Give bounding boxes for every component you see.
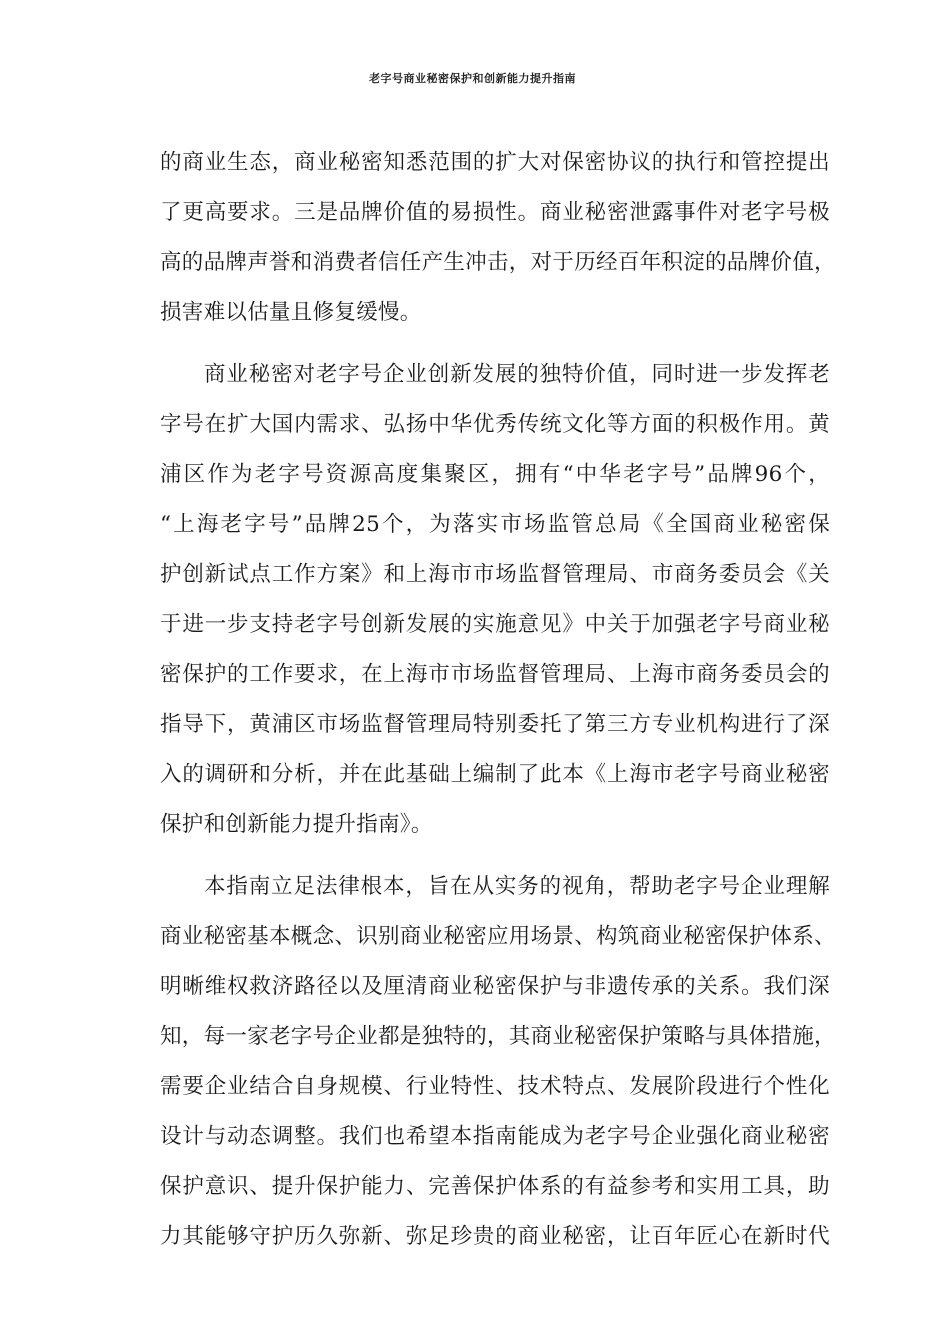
text-line: 入的调研和分析，并在此基础上编制了此本《上海市老字号商业秘密: [160, 762, 830, 787]
paragraph-gap: [160, 850, 830, 862]
text-line: 浦区作为老字号资源高度集聚区，拥有“中华老字号”品牌96个，: [160, 462, 830, 487]
text-line: 高的品牌声誉和消费者信任产生冲击，对于历经百年积淀的品牌价值，: [160, 250, 836, 275]
text-line: 力其能够守护历久弥新、弥足珍贵的商业秘密，让百年匠心在新时代: [160, 1224, 830, 1249]
text-line: 护创新试点工作方案》和上海市市场监督管理局、市商务委员会《关: [160, 562, 830, 587]
text-line: 明晰维权救济路径以及厘清商业秘密保护与非遗传承的关系。我们深: [160, 974, 830, 999]
text-line: 密保护的工作要求，在上海市市场监督管理局、上海市商务委员会的: [160, 662, 830, 687]
text-line: 指导下，黄浦区市场监督管理局特别委托了第三方专业机构进行了深: [160, 712, 830, 737]
text-line: 于进一步支持老字号创新发展的实施意见》中关于加强老字号商业秘: [160, 612, 830, 637]
body-text: [160, 138, 836, 1262]
text-line: 本指南立足法律根本，旨在从实务的视角，帮助老字号企业理解: [204, 874, 830, 899]
text-line: 损害难以估量且修复缓慢。: [160, 300, 422, 325]
text-line: 了更高要求。三是品牌价值的易损性。商业秘密泄露事件对老字号极: [160, 200, 830, 225]
running-header: 老字号商业秘密保护和创新能力提升指南: [369, 72, 576, 85]
text-line: “上海老字号”品牌25个，为落实市场监管总局《全国商业秘密保: [160, 512, 830, 537]
text-line: 设计与动态调整。我们也希望本指南能成为老字号企业强化商业秘密: [160, 1124, 830, 1149]
text-line: 保护意识、提升保护能力、完善保护体系的有益参考和实用工具，助: [160, 1174, 830, 1199]
text-line: 保护和创新能力提升指南》。: [160, 812, 433, 837]
paragraph: [160, 862, 836, 1262]
text-line: 字号在扩大国内需求、弘扬中华优秀传统文化等方面的积极作用。黄: [160, 412, 830, 437]
text-line: 需要企业结合自身规模、行业特性、技术特点、发展阶段进行个性化: [160, 1074, 830, 1099]
text-line: 的商业生态，商业秘密知悉范围的扩大对保密协议的执行和管控提出: [160, 150, 830, 175]
text-line: 商业秘密基本概念、识别商业秘密应用场景、构筑商业秘密保护体系、: [160, 924, 836, 949]
paragraph: [160, 350, 830, 850]
paragraph: [160, 138, 836, 338]
text-line: 知，每一家老字号企业都是独特的，其商业秘密保护策略与具体措施，: [160, 1024, 836, 1049]
text-line: 商业秘密对老字号企业创新发展的独特价值，同时进一步发挥老: [204, 362, 830, 387]
paragraph-gap: [160, 338, 830, 350]
